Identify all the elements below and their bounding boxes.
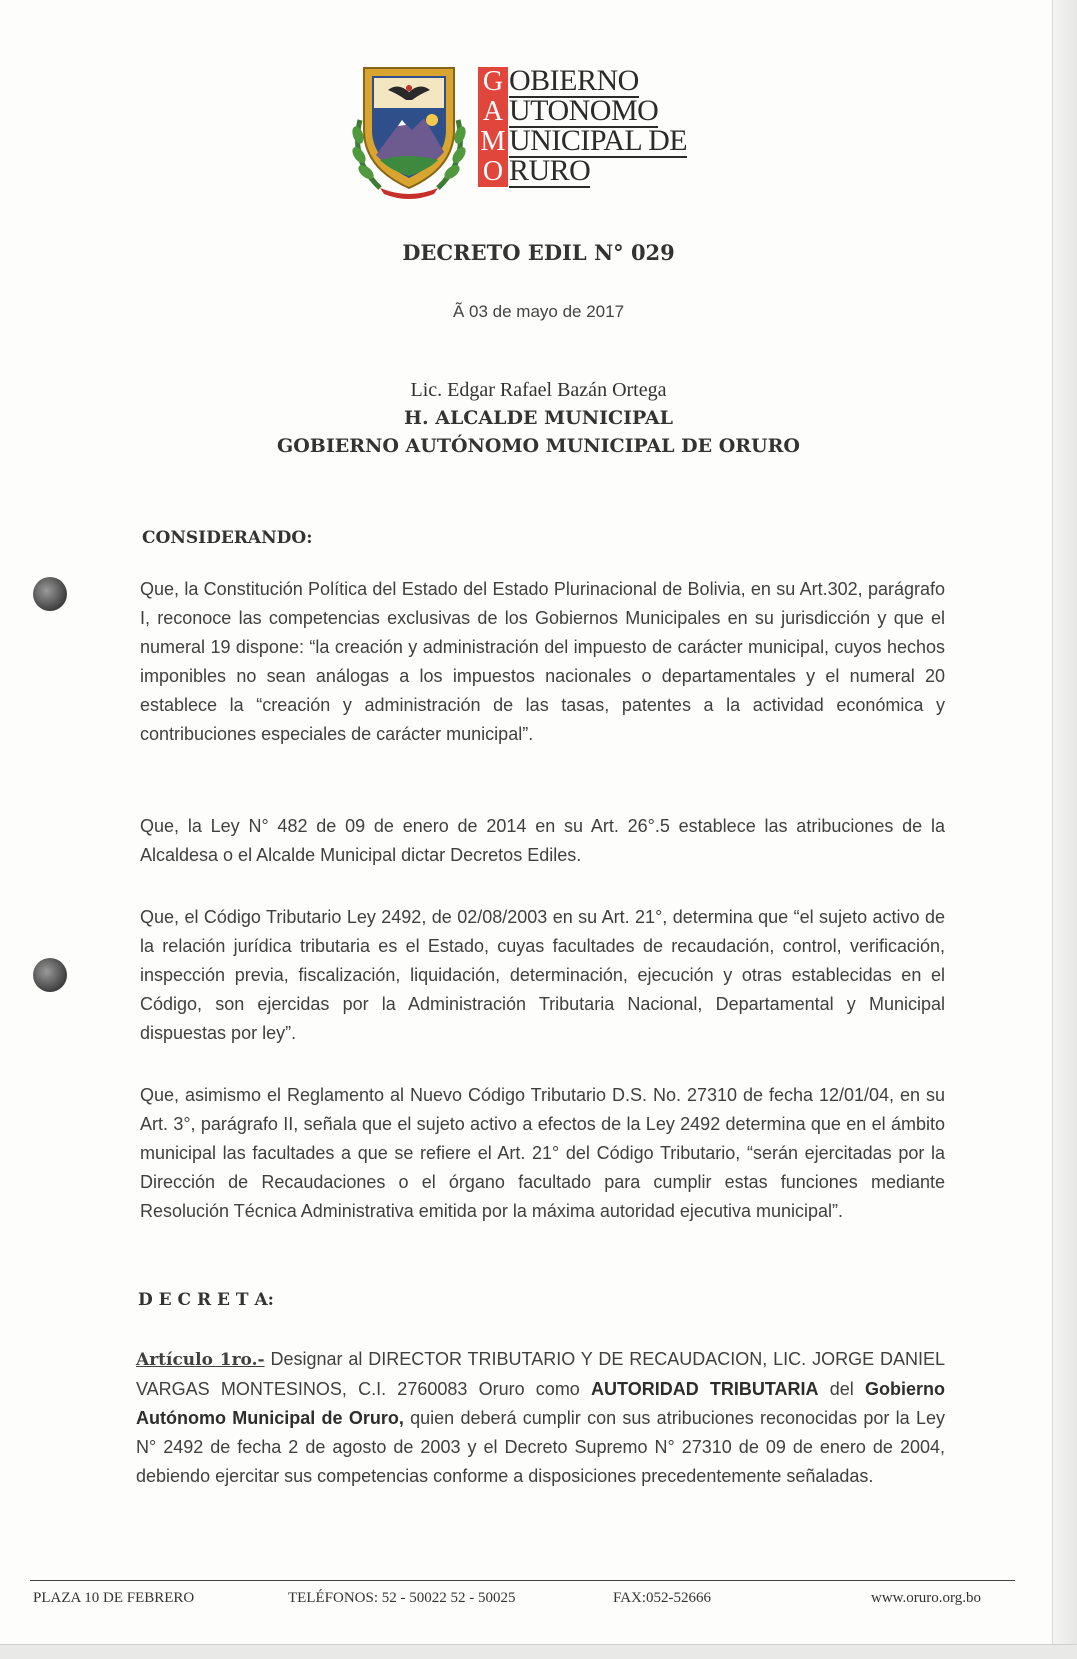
footer-phones: TELÉFONOS: 52 - 50022 52 - 50025 <box>288 1590 516 1606</box>
wordmark-word: RURO <box>509 154 591 187</box>
wordmark-letter: G <box>478 67 508 98</box>
article-1 <box>136 1345 945 1491</box>
punch-hole-top <box>33 577 67 611</box>
wordmark-row <box>478 94 687 127</box>
coat-of-arms-icon <box>350 60 468 200</box>
article-text: del <box>818 1379 865 1399</box>
article-bold: AUTORIDAD TRIBUTARIA <box>591 1379 819 1399</box>
paragraph: Que, la Ley N° 482 de 09 de enero de 2014 en su Art. 26°.5 establece las atribuciones de la Alcaldesa o el Alcalde Municipal dictar Decretos Ediles. <box>140 816 945 865</box>
paragraph: Que, el Código Tributario Ley 2492, de 02/08/2003 en su Art. 21°, determina que “el sujeto activo de la relación jurídica tributaria es el Estado, cuyas facultades de recaudación, control, verificación, inspección previa, fiscalización, liquidación, determinación, ejecución y otras establecidas en el Código, son ejercidas por la Administración Tributaria Nacional, Departamental y Municipal dispuestas por ley”. <box>140 907 945 1043</box>
article-label: Artículo 1ro.- <box>136 1350 265 1370</box>
punch-hole-bottom <box>33 958 67 992</box>
signatory-name: Lic. Edgar Rafael Bazán Ortega <box>410 379 667 401</box>
paragraph: Que, asimismo el Reglamento al Nuevo Código Tributario D.S. No. 27310 de fecha 12/01/04, en su Art. 3°, parágrafo II, señala que el sujeto activo a efectos de la Ley 2492 determina que en el ámbito municipal las facultades a que se refiere el Art. 21° del Código Tributario, “serán ejercitadas por la Dirección de Recaudaciones o el órgano facultado para cumplir estas funciones mediante Resolución Técnica Administrativa emitida por la máxima autoridad ejecutiva municipal”. <box>140 1085 945 1221</box>
wordmark-word: UTONOMO <box>509 94 659 127</box>
signatory-role: H. ALCALDE MUNICIPAL <box>404 407 673 429</box>
signatory-institution: GOBIERNO AUTÓNOMO MUNICIPAL DE ORURO <box>277 435 800 457</box>
footer-website: www.oruro.org.bo <box>871 1590 981 1606</box>
footer-fax: FAX:052-52666 <box>613 1590 712 1606</box>
paragraph: Que, la Constitución Política del Estado del Estado Plurinacional de Bolivia, en su Art.302, parágrafo I, reconoce las competencias exclusivas de los Gobiernos Municipales en su jurisdicción y que el numeral 19 dispone: “la creación y administración del impuesto de carácter municipal, cuyos hechos imponibles no sean análogas a los impuestos nacionales o departamentales y el numeral 20 establece la “creación y administración de las tasas, patentes a la actividad económica y contribuciones especiales de carácter municipal”. <box>140 579 945 744</box>
document-title: DECRETO EDIL N° 029 <box>402 240 675 265</box>
decreta-heading: D E C R E T A: <box>138 1290 274 1310</box>
wordmark-word: UNICIPAL DE <box>509 124 688 157</box>
article-text: Designar al DIRECTOR TRIBUTARIO Y DE RECAUDACION, LIC. JORGE DANIEL VARGAS MONTESINOS, C.I. 2760083 Oruro como <box>136 1349 945 1399</box>
footer-address: PLAZA 10 DE FEBRERO <box>33 1590 195 1606</box>
footer <box>33 1590 1018 1612</box>
wordmark-row <box>478 124 688 157</box>
article-text: quien deberá cumplir con sus atribuciones reconocidas por la Ley N° 2492 de fecha 2 de agosto de 2003 y el Decreto Supremo N° 27310 de 09 de enero de 2004, debiendo ejercitar sus competencias conforme a disposiciones precedentemente señaladas. <box>136 1408 945 1486</box>
wordmark-word: OBIERNO <box>509 64 639 97</box>
considerando-heading: CONSIDERANDO: <box>142 528 313 548</box>
document-date: Ã 03 de mayo de 2017 <box>452 302 625 321</box>
signatory-block <box>0 376 1077 460</box>
institution-wordmark <box>478 64 688 187</box>
letterhead <box>350 60 750 200</box>
wordmark-letter: M <box>478 127 508 158</box>
page-bottom-edge <box>0 1644 1077 1659</box>
wordmark-row <box>478 154 687 187</box>
wordmark-letter: O <box>478 157 508 188</box>
wordmark-letter: A <box>478 97 508 128</box>
footer-divider <box>30 1580 1015 1581</box>
wordmark-row <box>478 64 687 97</box>
article-bold: Gobierno Autónomo Municipal de Oruro, <box>136 1379 945 1428</box>
